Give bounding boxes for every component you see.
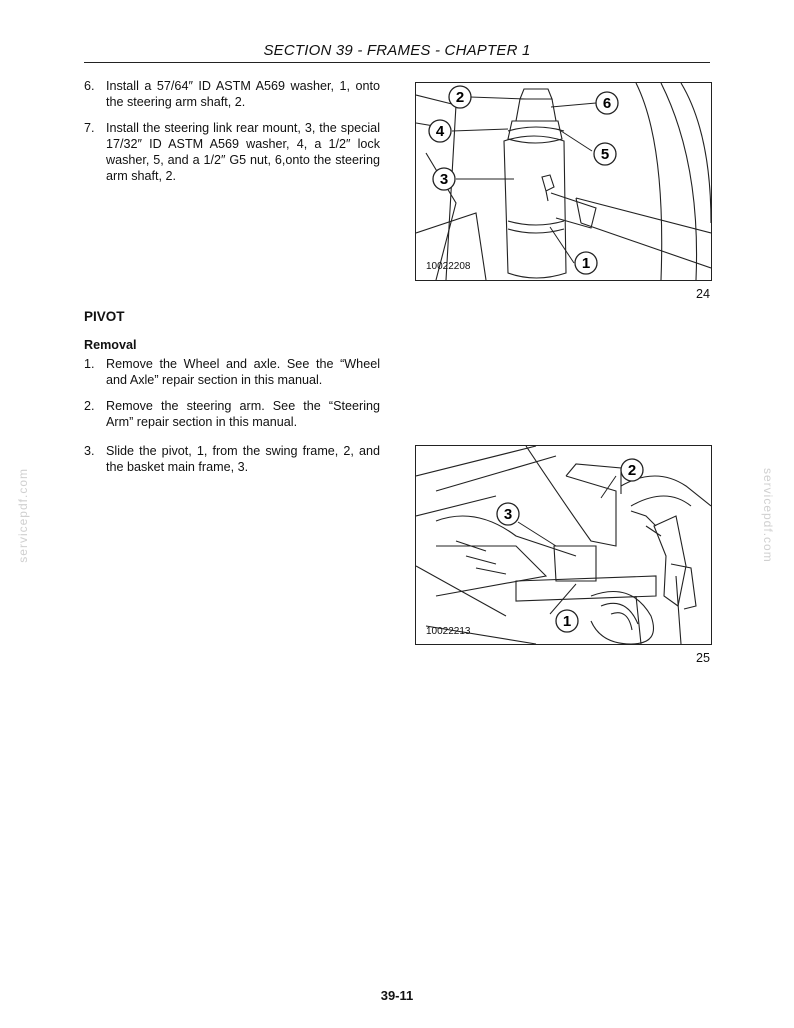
pivot-illustration [416,446,711,644]
steering-arm-illustration [416,83,711,280]
step-item [84,398,380,430]
step-item [84,443,380,475]
callout-label: 6 [602,95,612,112]
figure-code: 10022208 [426,261,471,272]
step-item [84,120,380,184]
callout-4 [429,120,451,142]
callout-label: 3 [439,171,449,188]
figure-number: 25 [695,651,710,665]
step-item [84,78,380,110]
install-steps [84,78,380,194]
figure-pivot-assembly [415,445,712,645]
callout-label: 4 [435,123,445,140]
callout-label: 2 [455,89,465,106]
figure-code: 10022213 [426,626,471,637]
step-number: 1. [84,357,95,371]
step-text: Remove the steering arm. See the “Steering Arm” repair section in this manual. [106,399,380,429]
callout-3 [497,503,519,525]
page-number: 39-11 [380,988,414,1003]
removal-steps [84,356,380,440]
figure-steering-arm-assembly [415,82,712,281]
page-header [84,40,710,63]
step-number: 6. [84,79,95,93]
step-number: 7. [84,121,95,135]
figure-callouts [429,86,618,274]
step-text: Remove the Wheel and axle. See the “Wheel and Axle” repair section in this manual. [106,357,380,387]
step-number: 2. [84,399,95,413]
step-item [84,356,380,388]
step-text: Slide the pivot, 1, from the swing frame, 2, and the basket main frame, 3. [106,444,380,474]
callout-6 [596,92,618,114]
step-text: Install a 57/64″ ID ASTM A569 washer, 1, onto the steering arm shaft, 2. [106,79,380,109]
callout-label: 2 [627,462,637,479]
step-number: 3. [84,444,95,458]
callout-1 [575,252,597,274]
callout-1 [556,610,578,632]
callout-label: 1 [581,255,591,272]
callout-3 [433,168,455,190]
callout-label: 5 [600,146,610,163]
watermark-left: servicepdf.com [16,468,30,563]
figure-number: 24 [695,287,710,301]
callout-5 [594,143,616,165]
pivot-heading: PIVOT [84,309,125,324]
callout-label: 3 [503,506,513,523]
removal-subheading: Removal [84,338,137,352]
section-title: SECTION 39 - FRAMES - CHAPTER 1 [263,42,531,59]
watermark-right: servicepdf.com [761,468,775,563]
callout-2 [449,86,471,108]
callout-label: 1 [562,613,572,630]
removal-steps-continued [84,443,380,485]
callout-2 [621,459,643,481]
step-text: Install the steering link rear mount, 3, the special 17/32″ ID ASTM A569 washer, 4, a 1/2″ lock washer, 5, and a 1/2″ G5 nut, 6,onto the steering arm shaft, 2. [106,121,380,183]
